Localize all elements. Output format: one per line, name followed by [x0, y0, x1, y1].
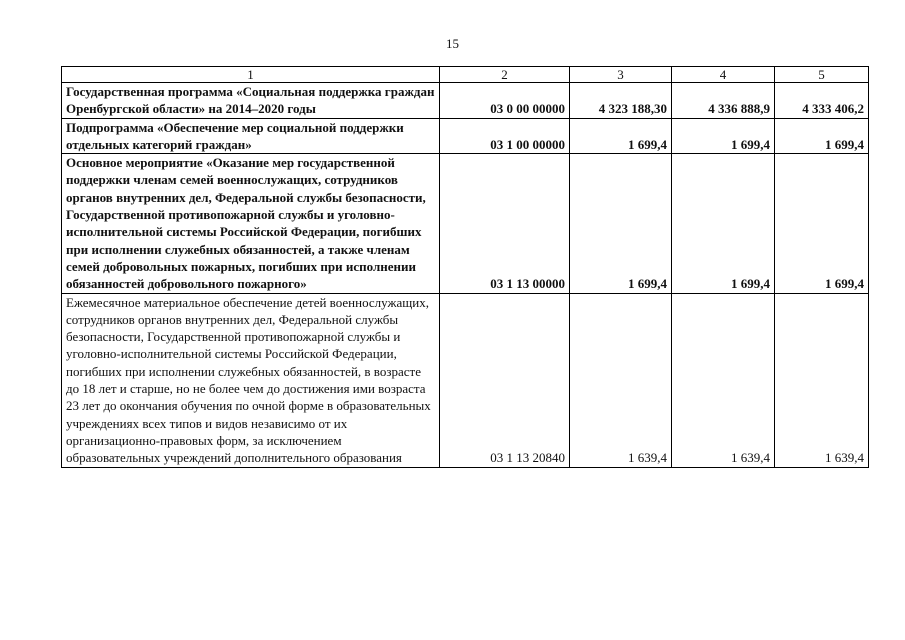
row-name: Государственная программа «Социальная поддержка граждан Оренбургской области» на 2014–2020 годы: [62, 83, 440, 119]
header-cell-4: 4: [672, 67, 775, 83]
table-row-subprogram: [62, 118, 869, 154]
row-value-col4: 4 336 888,9: [672, 83, 775, 119]
row-name: Ежемесячное материальное обеспечение детей военнослужащих, сотрудников органов внутренних дел, Федеральной службы безопасности, Государственной противопожарной службы и уголовно-исполнительной системы Российской Федерации, погибших при исполнении служебных обязанностей, в возрасте до 18 лет и старше, но не более чем до достижения ими возраста 23 лет до окончания обучения по очной форме в образовательных учреждениях всех типов и видов независимо от их организационно-правовых форм, за исключением образовательных учреждений дополнительного образования: [62, 293, 440, 467]
row-code: 03 1 00 00000: [440, 118, 570, 154]
row-value-col4: 1 699,4: [672, 118, 775, 154]
table-row-main-activity: [62, 154, 869, 293]
header-cell-1: 1: [62, 67, 440, 83]
row-value-col3: 1 699,4: [570, 154, 672, 293]
row-value-col4: 1 639,4: [672, 293, 775, 467]
row-value-col5: 1 699,4: [775, 118, 869, 154]
budget-table: [61, 66, 869, 468]
table-row-state-program: [62, 83, 869, 119]
table-header-row: [62, 67, 869, 83]
header-cell-5: 5: [775, 67, 869, 83]
table-row-monthly-support: [62, 293, 869, 467]
row-value-col3: 1 699,4: [570, 118, 672, 154]
row-value-col3: 4 323 188,30: [570, 83, 672, 119]
row-value-col5: 1 699,4: [775, 154, 869, 293]
row-value-col4: 1 699,4: [672, 154, 775, 293]
row-name: Основное мероприятие «Оказание мер государственной поддержки членам семей военнослужащих, сотрудников органов внутренних дел, Федеральной службы безопасности, Государственной противопожарной службы и уголовно-исполнительной системы Российской Федерации, погибших при исполнении служебных обязанностей, а также членам семей добровольных пожарных, погибших при исполнении обязанностей добровольного пожарного»: [62, 154, 440, 293]
row-value-col5: 1 639,4: [775, 293, 869, 467]
header-cell-3: 3: [570, 67, 672, 83]
header-cell-2: 2: [440, 67, 570, 83]
row-value-col5: 4 333 406,2: [775, 83, 869, 119]
row-code: 03 1 13 00000: [440, 154, 570, 293]
row-value-col3: 1 639,4: [570, 293, 672, 467]
row-code: 03 1 13 20840: [440, 293, 570, 467]
page-number: 15: [446, 36, 459, 51]
row-code: 03 0 00 00000: [440, 83, 570, 119]
row-name: Подпрограмма «Обеспечение мер социальной поддержки отдельных категорий граждан»: [62, 118, 440, 154]
